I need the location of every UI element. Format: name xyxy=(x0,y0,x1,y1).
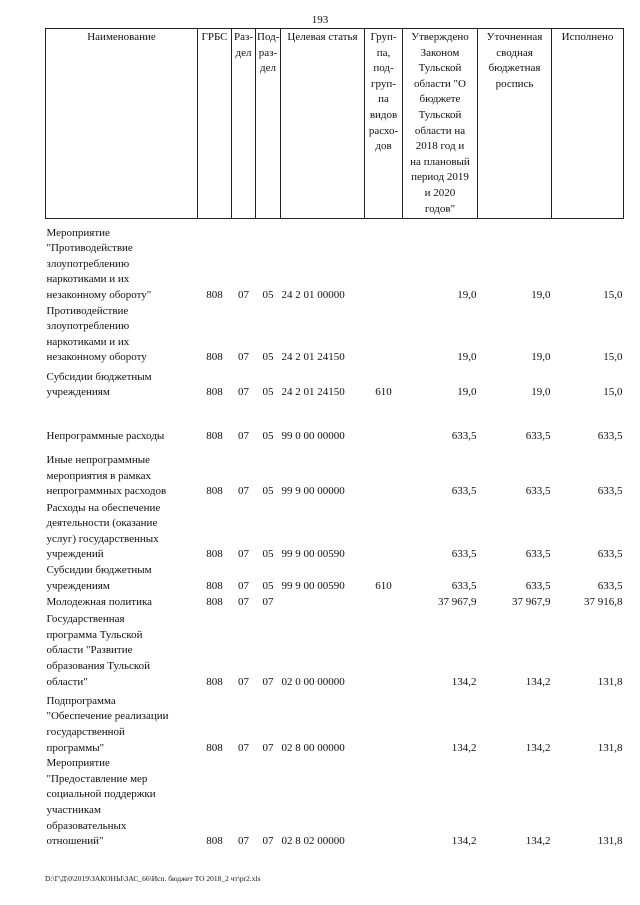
header-refined: Уточненная сводная бюджетная роспись xyxy=(478,29,552,219)
cell-podrazdel: 05 xyxy=(262,548,274,561)
cell-executed: 15,0 xyxy=(603,351,623,364)
cell-approved: 19,0 xyxy=(457,289,477,302)
header-approved: Утверждено Законом Тульской области "О бюджете Тульской области на 2018 год и на плановый период 2019 и 2020 годов" xyxy=(403,29,478,219)
cell-approved: 19,0 xyxy=(457,351,477,364)
cell-razdel: 07 xyxy=(238,430,249,443)
cell-grbs: 808 xyxy=(206,595,223,608)
header-executed: Исполнено xyxy=(552,29,624,219)
cell-refined: 633,5 xyxy=(525,579,551,592)
header-grbs: ГРБС xyxy=(198,29,232,219)
cell-name: Расходы на обеспечение деятельности (оказание услуг) государственных учреждений xyxy=(46,501,161,561)
cell-approved: 134,2 xyxy=(451,835,477,848)
cell-refined: 19,0 xyxy=(531,386,551,399)
cell-executed: 131,8 xyxy=(597,675,623,688)
cell-group xyxy=(365,401,403,445)
cell-executed: 15,0 xyxy=(603,386,623,399)
cell-group xyxy=(365,219,403,304)
cell-refined: 134,2 xyxy=(525,675,551,688)
cell-executed: 131,8 xyxy=(597,741,623,754)
table-row xyxy=(46,445,624,500)
cell-podrazdel: 05 xyxy=(262,289,274,302)
table-row xyxy=(46,594,624,610)
cell-name: Субсидии бюджетным учреждениям xyxy=(46,370,152,399)
cell-podrazdel: 05 xyxy=(262,386,274,399)
cell-refined: 134,2 xyxy=(525,741,551,754)
cell-target: 02 8 02 00000 xyxy=(281,835,345,848)
cell-refined: 633,5 xyxy=(525,548,551,561)
cell-approved: 19,0 xyxy=(457,386,477,399)
cell-razdel: 07 xyxy=(238,835,249,848)
cell-approved: 134,2 xyxy=(451,675,477,688)
table-row xyxy=(46,563,624,594)
cell-razdel: 07 xyxy=(238,579,249,592)
cell-podrazdel: 07 xyxy=(262,675,274,688)
page-number: 193 xyxy=(311,14,329,26)
cell-approved: 633,5 xyxy=(451,579,477,592)
cell-group xyxy=(365,690,403,756)
header-name: Наименование xyxy=(46,29,198,219)
cell-refined: 19,0 xyxy=(531,289,551,302)
cell-razdel: 07 xyxy=(238,351,249,364)
cell-refined: 633,5 xyxy=(525,485,551,498)
cell-name: Подпрограмма "Обеспечение реализации государственной программы" xyxy=(46,694,169,754)
cell-group xyxy=(365,756,403,850)
cell-target: 24 2 01 24150 xyxy=(281,386,345,399)
cell-executed: 633,5 xyxy=(597,548,623,561)
cell-grbs: 808 xyxy=(206,386,223,399)
cell-podrazdel: 05 xyxy=(262,579,274,592)
cell-name: Мероприятие "Предоставление мер социальной поддержки участникам образовательных отношений" xyxy=(46,757,156,848)
table-row xyxy=(46,756,624,850)
cell-razdel: 07 xyxy=(238,485,249,498)
cell-executed: 633,5 xyxy=(597,579,623,592)
cell-name: Государственная программа Тульской области "Развитие образования Тульской области" xyxy=(46,613,151,688)
cell-podrazdel: 07 xyxy=(262,741,274,754)
cell-grbs: 808 xyxy=(206,351,223,364)
cell-razdel: 07 xyxy=(238,289,249,302)
cell-approved: 633,5 xyxy=(451,485,477,498)
cell-target: 99 0 00 00000 xyxy=(281,430,345,443)
cell-podrazdel: 07 xyxy=(262,595,274,608)
cell-target: 24 2 01 24150 xyxy=(281,351,345,364)
cell-razdel: 07 xyxy=(238,595,249,608)
cell-grbs: 808 xyxy=(206,741,223,754)
cell-target: 99 9 00 00590 xyxy=(281,579,345,592)
table-row xyxy=(46,401,624,445)
cell-group: 610 xyxy=(375,579,392,592)
cell-refined: 37 967,9 xyxy=(512,595,551,608)
cell-podrazdel: 05 xyxy=(262,485,274,498)
cell-executed: 37 916,8 xyxy=(584,595,623,608)
header-target: Целевая статья xyxy=(281,29,365,219)
cell-executed: 15,0 xyxy=(603,289,623,302)
cell-group xyxy=(365,304,403,366)
cell-razdel: 07 xyxy=(238,741,249,754)
header-group: Груп- па, под- груп- па видов расхо- дов xyxy=(365,29,403,219)
cell-target xyxy=(281,594,365,610)
cell-approved: 37 967,9 xyxy=(438,595,477,608)
cell-name: Мероприятие "Противодействие злоупотреблению наркотиками и их незаконному обороту" xyxy=(46,226,152,302)
cell-podrazdel: 05 xyxy=(262,430,274,443)
cell-group xyxy=(365,500,403,563)
table-row xyxy=(46,610,624,690)
table-row xyxy=(46,366,624,401)
cell-executed: 633,5 xyxy=(597,485,623,498)
cell-refined: 134,2 xyxy=(525,835,551,848)
cell-razdel: 07 xyxy=(238,675,249,688)
table-row xyxy=(46,219,624,304)
cell-target: 02 0 00 00000 xyxy=(281,675,345,688)
cell-grbs: 808 xyxy=(206,289,223,302)
footer-file-path: D:\Г\Д\0\2019\ЗАКОНЫ\ЗАС_66\Исп. бюджет ТО 2018_2 чт\pr2.xls xyxy=(45,874,261,883)
cell-grbs: 808 xyxy=(206,430,223,443)
cell-target: 02 8 00 00000 xyxy=(281,741,345,754)
cell-podrazdel: 05 xyxy=(262,351,274,364)
cell-podrazdel: 07 xyxy=(262,835,274,848)
cell-name: Иные непрограммные мероприятия в рамках непрограммных расходов xyxy=(46,454,167,498)
cell-group: 610 xyxy=(375,386,392,399)
cell-name: Субсидии бюджетным учреждениям xyxy=(46,564,152,592)
table-row xyxy=(46,690,624,756)
cell-grbs: 808 xyxy=(206,485,223,498)
cell-refined: 633,5 xyxy=(525,430,551,443)
cell-name: Непрограммные расходы xyxy=(46,430,165,443)
cell-grbs: 808 xyxy=(206,675,223,688)
table-header-row xyxy=(46,29,624,219)
cell-grbs: 808 xyxy=(206,579,223,592)
cell-target: 24 2 01 00000 xyxy=(281,289,345,302)
cell-executed: 633,5 xyxy=(597,430,623,443)
cell-target: 99 9 00 00000 xyxy=(281,485,345,498)
cell-group xyxy=(365,445,403,500)
cell-group xyxy=(365,610,403,690)
cell-approved: 134,2 xyxy=(451,741,477,754)
cell-target: 99 9 00 00590 xyxy=(281,548,345,561)
cell-razdel: 07 xyxy=(238,548,249,561)
table-row xyxy=(46,304,624,366)
cell-approved: 633,5 xyxy=(451,430,477,443)
header-podrazdel: Под- раз- дел xyxy=(256,29,281,219)
table-row xyxy=(46,500,624,563)
cell-group xyxy=(365,594,403,610)
cell-executed: 131,8 xyxy=(597,835,623,848)
cell-name: Противодействие злоупотреблению наркотиками и их незаконному обороту xyxy=(46,304,147,364)
budget-table xyxy=(45,28,624,850)
cell-grbs: 808 xyxy=(206,548,223,561)
cell-name: Молодежная политика xyxy=(46,595,153,608)
cell-approved: 633,5 xyxy=(451,548,477,561)
cell-razdel: 07 xyxy=(238,386,249,399)
header-razdel: Раз- дел xyxy=(232,29,256,219)
cell-refined: 19,0 xyxy=(531,351,551,364)
cell-grbs: 808 xyxy=(206,835,223,848)
